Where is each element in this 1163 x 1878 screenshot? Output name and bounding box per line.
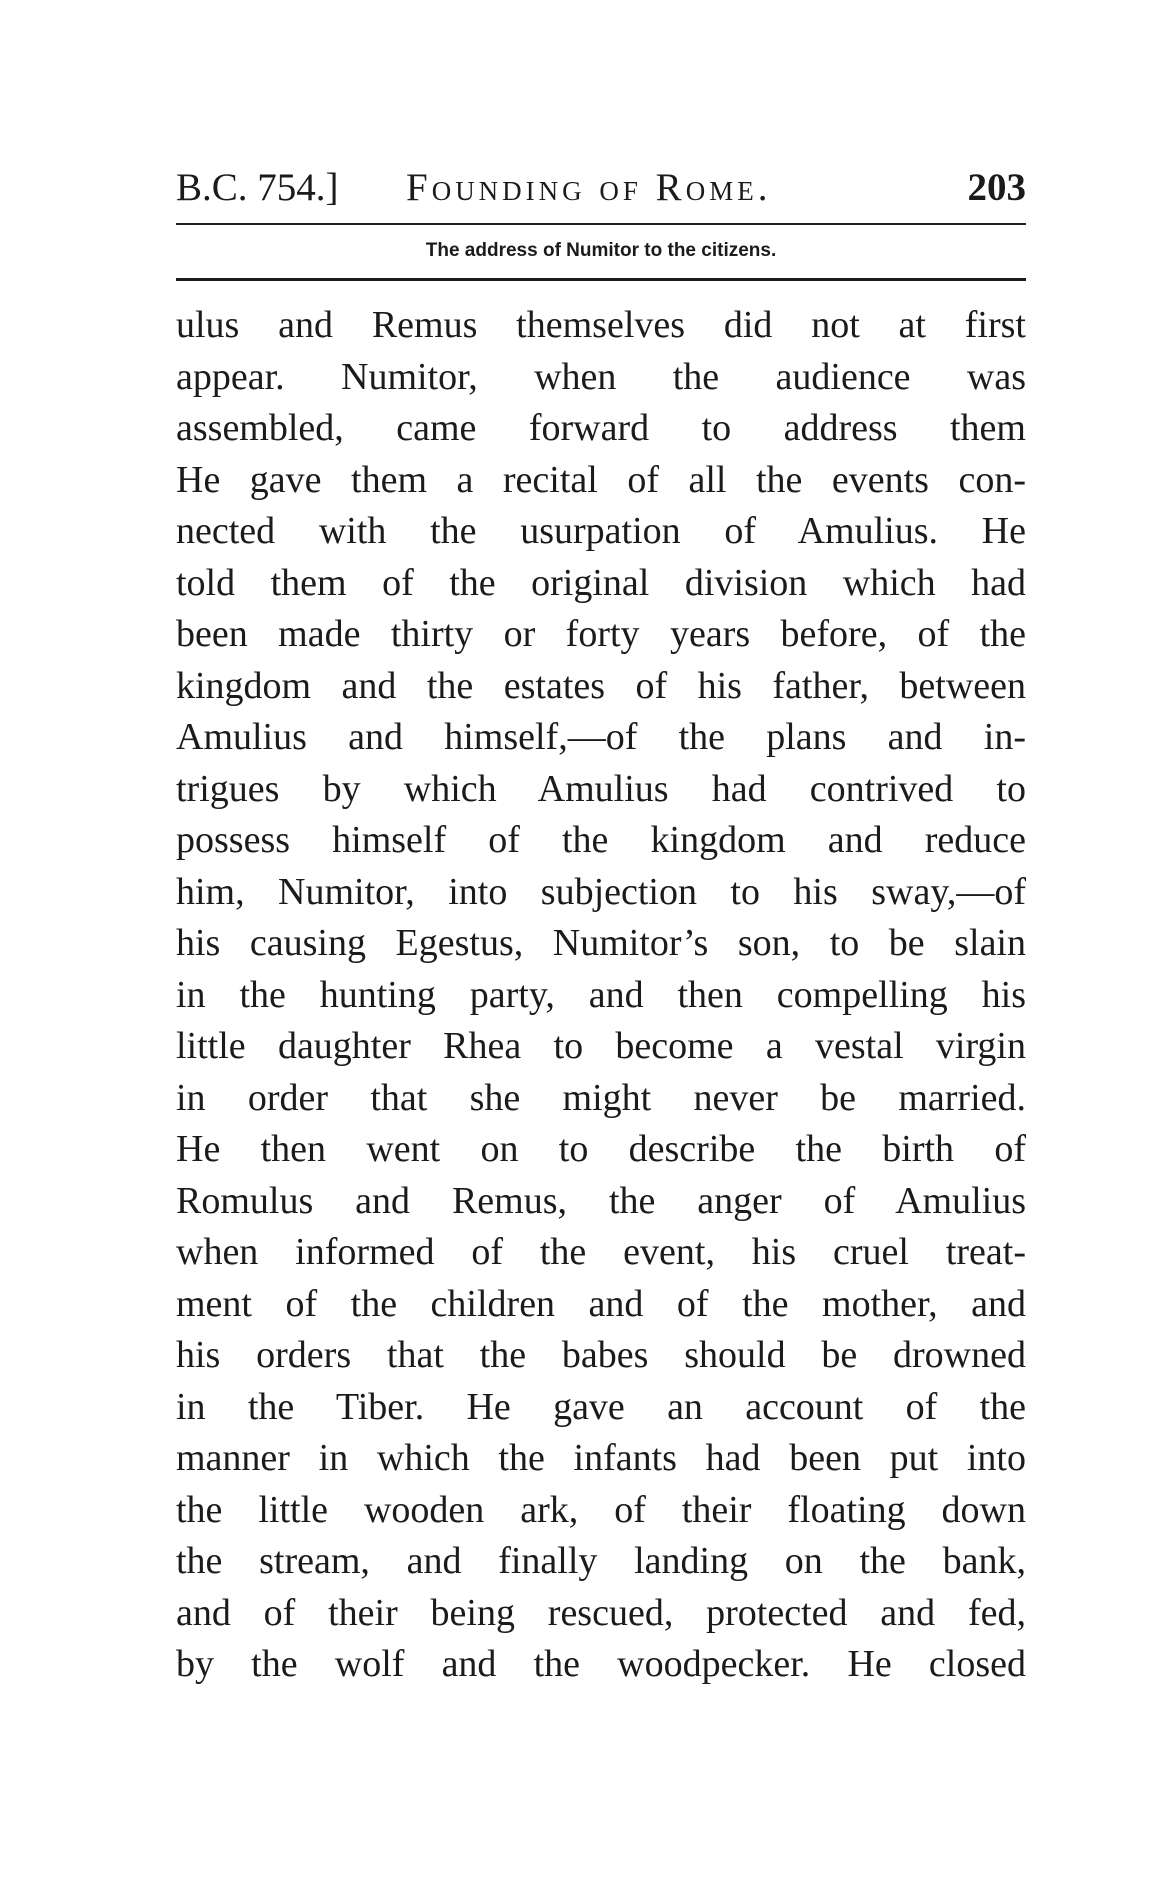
text-line: Amulius and himself,—of the plans and in- — [176, 716, 1026, 758]
text-line: He gave them a recital of all the events con- — [176, 458, 1026, 501]
date-range: B.C. 754.] — [176, 166, 339, 209]
text-line: trigues by which Amulius had contrived to — [176, 767, 1026, 810]
text-line: appear. Numitor, when the audience was — [176, 355, 1026, 398]
text-line: Romulus and Remus, the anger of Amulius — [176, 1179, 1026, 1222]
text-line: his causing Egestus, Numitor’s son, to be slain — [176, 922, 1026, 964]
text-line: and of their being rescued, protected and fed, — [176, 1591, 1026, 1634]
text-line: in order that she might never be married. — [176, 1076, 1026, 1119]
text-line: He then went on to describe the birth of — [176, 1128, 1026, 1170]
subtitle-rule — [176, 278, 1026, 281]
section-subtitle: The address of Numitor to the citizens. — [425, 240, 777, 261]
text-line: kingdom and the estates of his father, between — [176, 664, 1026, 707]
text-line: been made thirty or forty years before, of the — [176, 613, 1026, 655]
text-line: by the wolf and the woodpecker. He closed — [176, 1643, 1026, 1685]
running-head — [176, 150, 1026, 210]
text-line: little daughter Rhea to become a vestal virgin — [176, 1025, 1026, 1067]
text-line: ulus and Remus themselves did not at first — [176, 304, 1026, 346]
text-line: ment of the children and of the mother, and — [176, 1282, 1026, 1325]
text-line: in the Tiber. He gave an account of the — [176, 1385, 1026, 1428]
text-line: in the hunting party, and then compelling his — [176, 973, 1026, 1016]
text-line: him, Numitor, into subjection to his sway,—of — [176, 870, 1026, 913]
header-rule — [176, 223, 1026, 225]
text-line: told them of the original division which had — [176, 561, 1026, 604]
text-line: when informed of the event, his cruel treat- — [176, 1231, 1026, 1273]
text-line: the stream, and finally landing on the bank, — [176, 1540, 1026, 1582]
page-number: 203 — [967, 166, 1026, 209]
text-line: possess himself of the kingdom and reduce — [176, 819, 1026, 861]
text-line: manner in which the infants had been put into — [176, 1437, 1026, 1479]
chapter-title: Founding of Rome. — [406, 166, 772, 209]
text-line: nected with the usurpation of Amulius. He — [176, 510, 1026, 552]
text-line: the little wooden ark, of their floating down — [176, 1488, 1026, 1531]
text-line: his orders that the babes should be drowned — [176, 1334, 1026, 1376]
text-line: assembled, came forward to address them — [176, 407, 1026, 449]
book-page — [176, 150, 1026, 1685]
body-text — [176, 300, 1026, 1691]
